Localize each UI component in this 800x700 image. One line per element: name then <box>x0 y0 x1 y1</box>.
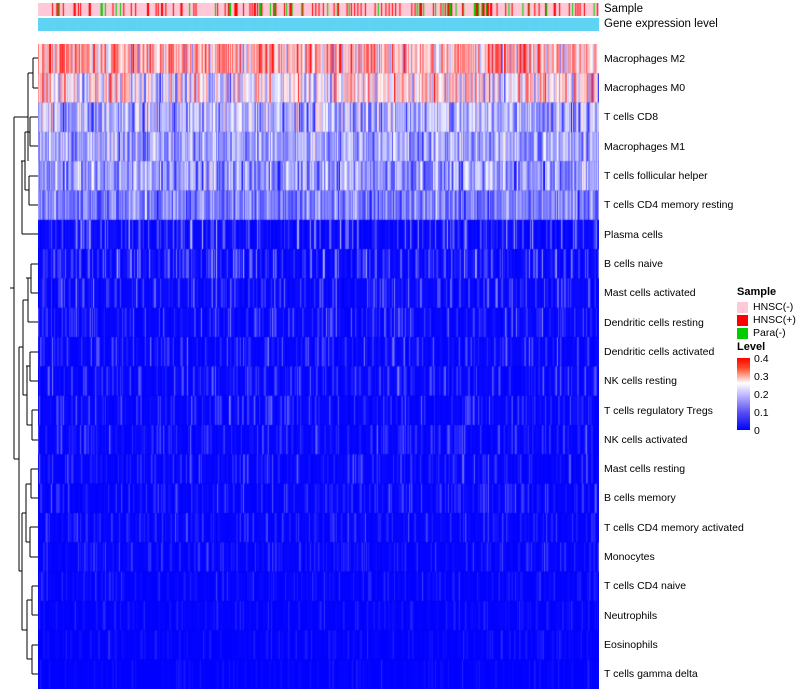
sample-legend-swatch <box>737 315 748 326</box>
row-label: Neutrophils <box>604 609 658 622</box>
sample-legend-item <box>737 327 796 339</box>
row-label: T cells follicular helper <box>604 169 708 182</box>
row-label: T cells gamma delta <box>604 668 698 681</box>
row-label: Plasma cells <box>604 228 663 241</box>
level-tick-label: 0.3 <box>754 371 769 383</box>
row-label: T cells CD4 naive <box>604 580 687 593</box>
row-label: NK cells resting <box>604 375 677 388</box>
sample-legend-item <box>737 314 796 326</box>
sample-annotation-label: Sample <box>604 3 643 15</box>
sample-legend-label: HNSC(+) <box>753 314 796 326</box>
sample-legend <box>737 286 796 340</box>
row-label: T cells CD4 memory activated <box>604 521 744 534</box>
gene-expression-annotation-bar <box>38 18 599 31</box>
row-label: B cells memory <box>604 492 676 505</box>
row-label: Mast cells activated <box>604 287 696 300</box>
row-label: Monocytes <box>604 551 655 564</box>
sample-legend-item <box>737 301 796 313</box>
sample-legend-label: Para(-) <box>753 327 786 339</box>
row-label: Macrophages M0 <box>604 82 686 94</box>
sample-annotation-bar <box>38 3 599 16</box>
row-label: Macrophages M1 <box>604 140 686 153</box>
row-label: T cells regulatory Tregs <box>604 404 713 417</box>
row-label: B cells naive <box>604 257 663 270</box>
level-tick-label: 0.4 <box>754 353 769 365</box>
row-label: NK cells activated <box>604 433 688 446</box>
level-tick-label: 0.2 <box>754 389 769 401</box>
level-gradient-bar <box>737 358 750 430</box>
sample-legend-swatch <box>737 328 748 339</box>
heatmap <box>38 44 599 689</box>
sample-legend-label: HNSC(-) <box>753 301 794 313</box>
level-legend-title: Level <box>737 341 766 353</box>
level-tick-label: 0.1 <box>754 407 769 419</box>
row-dendrogram <box>8 44 38 694</box>
row-label: Dendritic cells activated <box>604 345 715 358</box>
row-label: Mast cells resting <box>604 463 686 476</box>
level-tick-labels <box>754 354 769 444</box>
heatmap-canvas <box>38 44 599 689</box>
row-label: Eosinophils <box>604 639 658 651</box>
row-dendrogram-svg <box>8 44 38 689</box>
sample-legend-title: Sample <box>737 286 777 298</box>
anno-gene-canvas <box>38 18 599 31</box>
row-label: T cells CD4 memory resting <box>604 199 734 212</box>
sample-legend-swatch <box>737 302 748 313</box>
level-tick-label: 0 <box>754 425 760 437</box>
row-label: Dendritic cells resting <box>604 316 704 329</box>
gene-expression-annotation-label: Gene expression level <box>604 18 718 30</box>
level-legend <box>737 341 800 437</box>
anno-sample-canvas <box>38 3 599 16</box>
row-label: Macrophages M2 <box>604 52 686 65</box>
level-color-scale <box>737 353 800 437</box>
row-label: T cells CD8 <box>604 111 659 124</box>
